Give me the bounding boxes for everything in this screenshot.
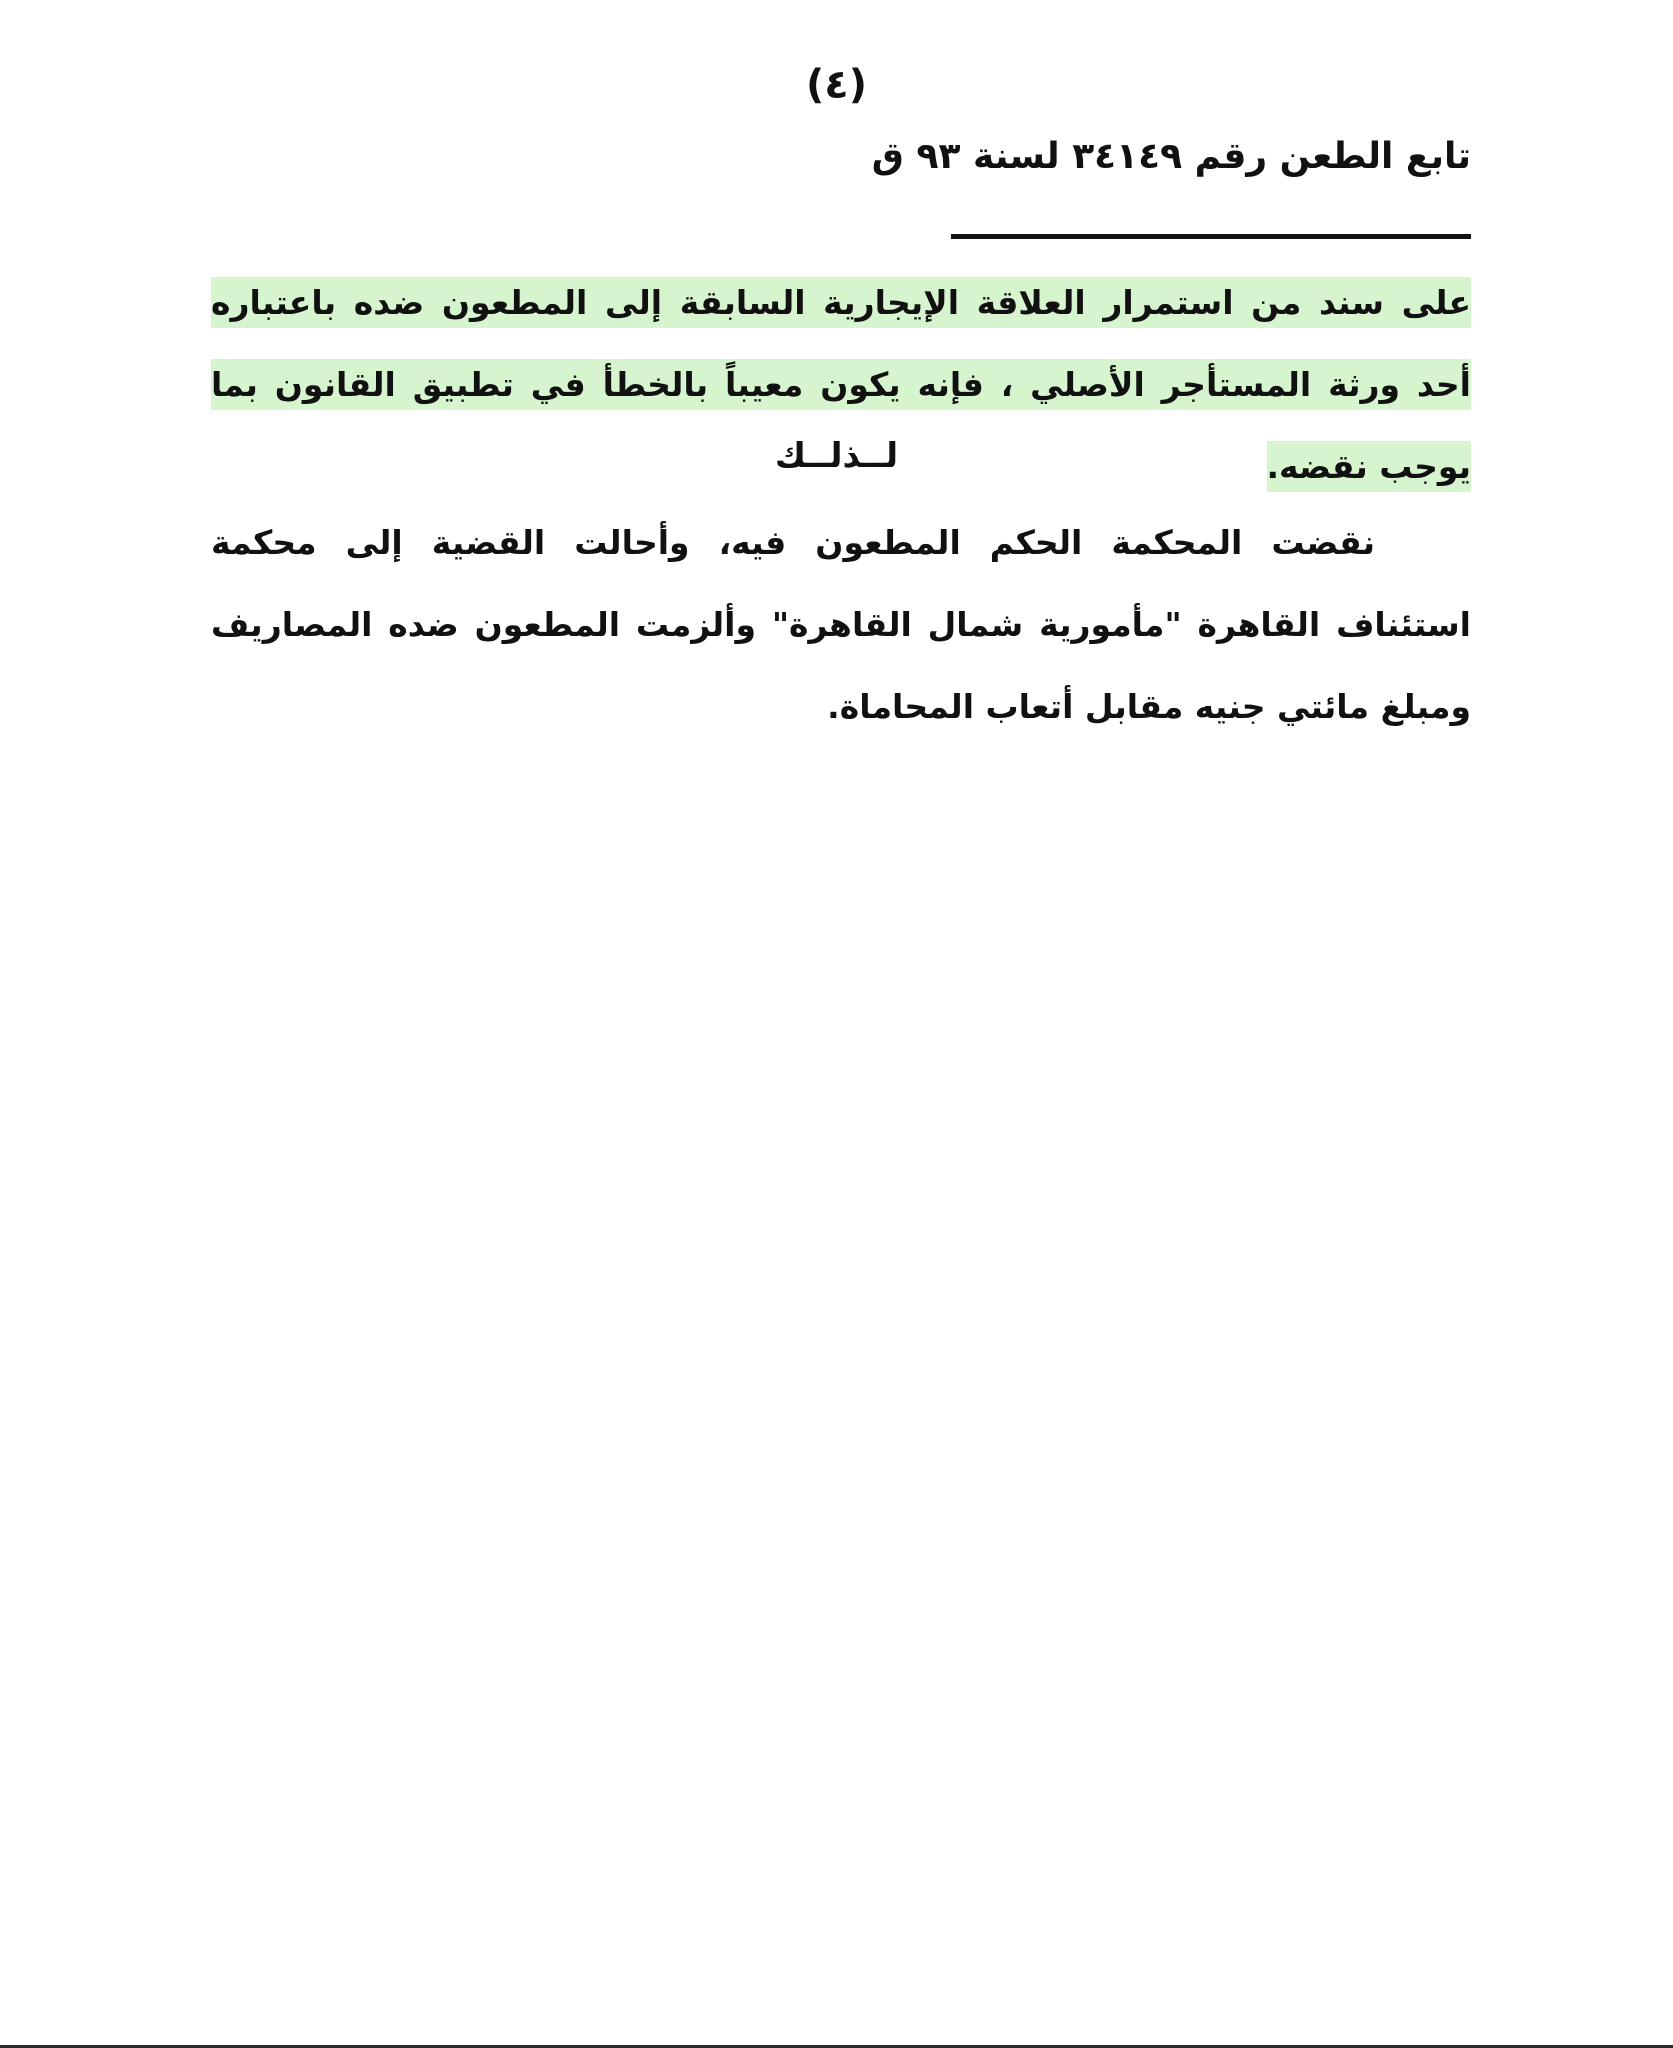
- appeal-header: تابع الطعن رقم ٣٤١٤٩ لسنة ٩٣ ق: [871, 136, 1471, 177]
- header-underline: [951, 234, 1471, 239]
- section-heading: لــذلــك: [774, 436, 899, 476]
- page-number: (٤): [806, 62, 867, 108]
- highlighted-text: على سند من استمرار العلاقة الإيجارية السابقة إلى المطعون ضده باعتباره أحد ورثة المستأجر الأصلي ، فإنه يكون معيباً بالخطأ في تطبيق القانون بما يوجب نقضه.: [211, 277, 1471, 492]
- paragraph-2: نقضت المحكمة الحكم المطعون فيه، وأحالت القضية إلى محكمة استئناف القاهرة "مأمورية شمال القاهرة" وألزمت المطعون ضده المصاريف ومبلغ مائتي جنيه مقابل أتعاب المحاماة.: [211, 523, 1471, 726]
